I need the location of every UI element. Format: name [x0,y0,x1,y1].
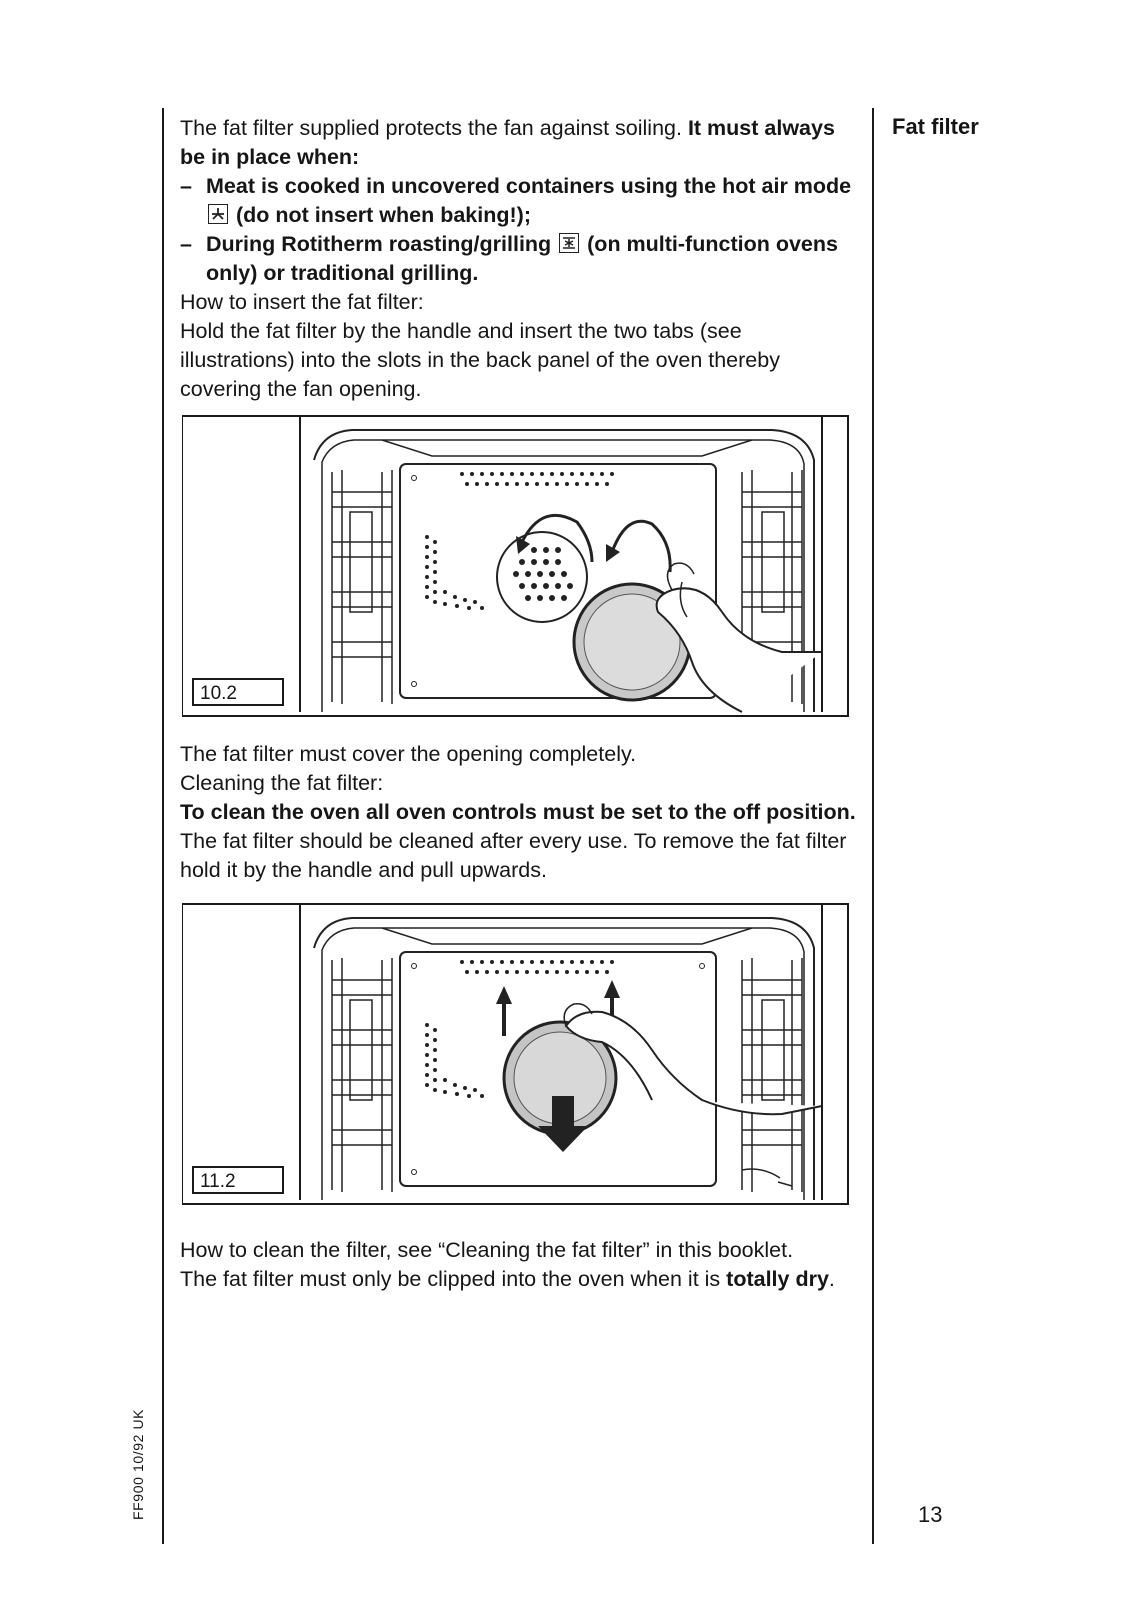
cleaning-block [180,740,862,885]
cleaning-instructions: The fat filter should be cleaned after every use. To remove the fat filter hold it by the handle and pull upwards. [180,829,847,882]
final-line-2 [180,1265,862,1294]
left-margin-rule [162,108,164,1544]
intro-block [180,114,862,404]
intro-normal: The fat filter supplied protects the fan against soiling. [180,116,688,140]
right-margin-rule [872,108,874,1544]
final-line-2-end: . [828,1267,835,1291]
figure-label-11-2: 11.2 [192,1166,284,1194]
footer-code: FF900 10/92 UK [130,1408,146,1520]
oven-insert-illustration [182,412,866,720]
intro-bold: It must always be in place when: [180,116,835,169]
figure-remove-filter [182,900,866,1208]
hot-air-mode-icon [208,204,228,224]
final-block [180,1236,862,1294]
final-line-2-normal: The fat filter must only be clipped into the oven when it is [180,1267,727,1291]
figure-label-10-2: 10.2 [192,678,284,706]
condition-2-text: During Rotitherm roasting/grilling [206,232,558,256]
cleaning-paragraph [180,798,862,885]
insert-body: Hold the fat filter by the handle and insert the two tabs (see illustrations) into the slots in the back panel of the oven thereby covering the fan opening. [180,319,780,401]
intro-paragraph [180,114,862,172]
cleaning-heading: Cleaning the fat filter: [180,771,384,795]
condition-1-text: Meat is cooked in uncovered containers using the hot air mode [206,174,852,198]
section-heading: Fat filter [892,114,979,139]
rotitherm-grill-icon [559,233,579,253]
figure-insert-filter [182,412,866,720]
condition-1-text-end: (do not insert when baking!); [230,203,531,227]
cleaning-warning: To clean the oven all oven controls must be set to the off position. [180,800,856,824]
condition-item-1: – Meat is cooked in uncovered containers using the hot air mode (do not insert when baking!); [180,174,852,227]
cover-note: The fat filter must cover the opening completely. [180,742,637,766]
final-line-1: How to clean the filter, see “Cleaning the fat filter” in this booklet. [180,1238,794,1262]
condition-2-text-end: (on multi-function ovens only) or traditional grilling. [206,232,838,285]
final-line-2-bold: totally dry [726,1267,829,1291]
insert-heading: How to insert the fat filter: [180,290,424,314]
page-number: 13 [918,1502,943,1527]
oven-remove-illustration [182,900,866,1208]
condition-item-2: – During Rotitherm roasting/grilling (on multi-function ovens only) or traditional grilling. [180,232,838,285]
